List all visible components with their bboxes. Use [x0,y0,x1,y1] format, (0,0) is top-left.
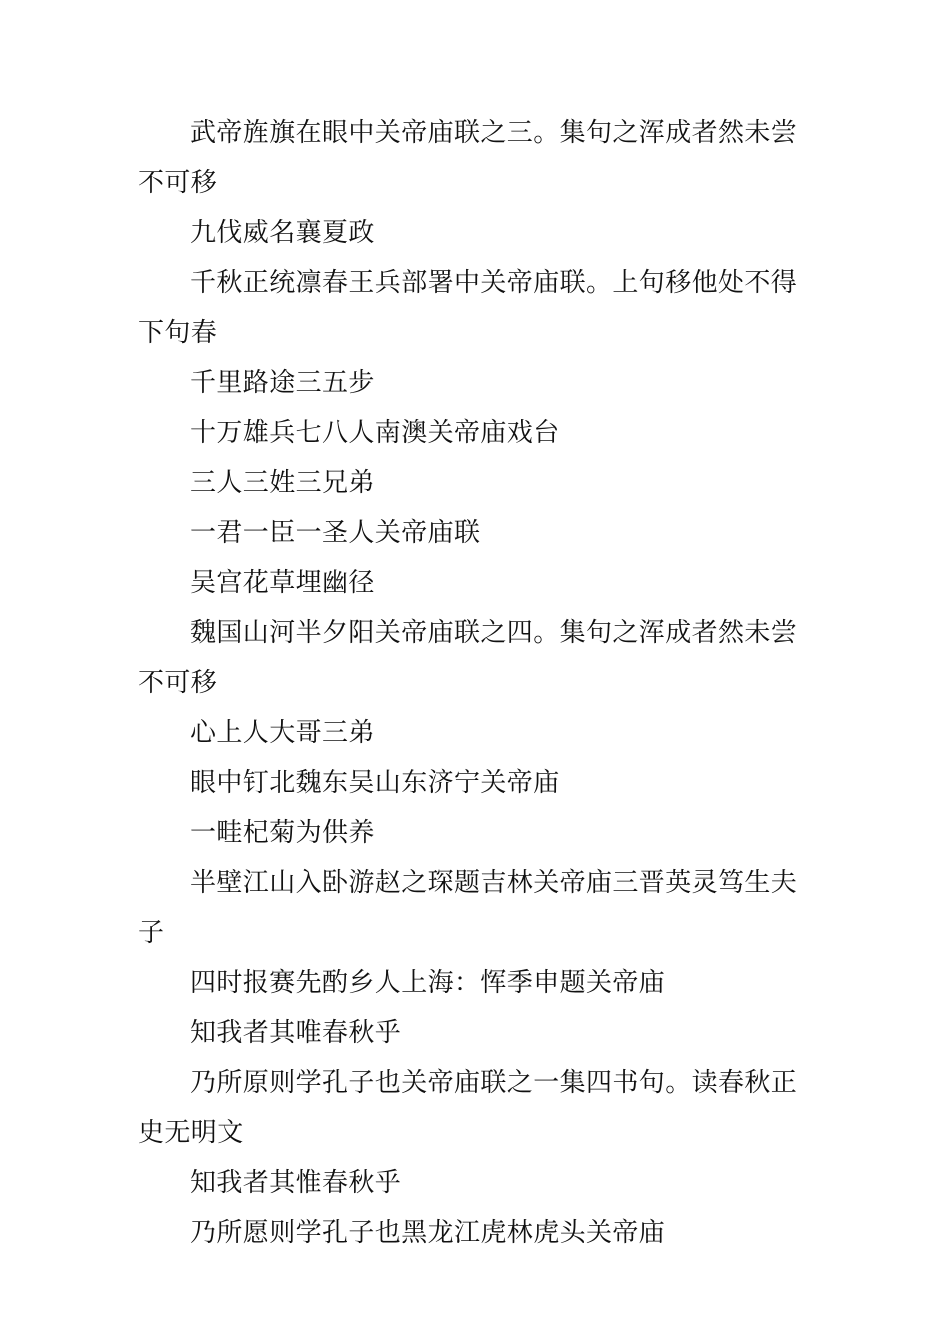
paragraph: 吴宫花草埋幽径 [190,568,375,598]
paragraph: 千秋正统凛春王兵部署中关帝庙联。上句移他处不得下句春 [138,268,798,348]
paragraph: 武帝旌旗在眼中关帝庙联之三。集句之浑成者然未尝不可移 [138,118,798,198]
document-body [138,108,810,1258]
paragraph: 魏国山河半夕阳关帝庙联之四。集句之浑成者然未尝不可移 [138,618,798,698]
paragraph: 眼中钉北魏东吴山东济宁关帝庙 [190,768,560,798]
paragraph: 半壁江山入卧游赵之琛题吉林关帝庙三晋英灵笃生夫子 [138,868,798,948]
paragraph: 四时报赛先酌乡人上海：恽季申题关帝庙 [190,968,666,998]
paragraph: 十万雄兵七八人南澳关帝庙戏台 [190,418,560,448]
paragraph: 三人三姓三兄弟 [190,468,375,498]
paragraph: 一畦杞菊为供养 [190,818,375,848]
paragraph: 一君一臣一圣人关帝庙联 [190,518,481,548]
paragraph: 知我者其惟春秋乎 [190,1168,402,1198]
paragraph: 九伐威名襄夏政 [190,218,375,248]
paragraph: 知我者其唯春秋乎 [190,1018,402,1048]
paragraph: 心上人大哥三弟 [190,718,375,748]
paragraph: 千里路途三五步 [190,368,375,398]
paragraph: 乃所原则学孔子也关帝庙联之一集四书句。读春秋正史无明文 [138,1068,798,1148]
paragraph: 乃所愿则学孔子也黑龙江虎林虎头关帝庙 [190,1218,666,1248]
